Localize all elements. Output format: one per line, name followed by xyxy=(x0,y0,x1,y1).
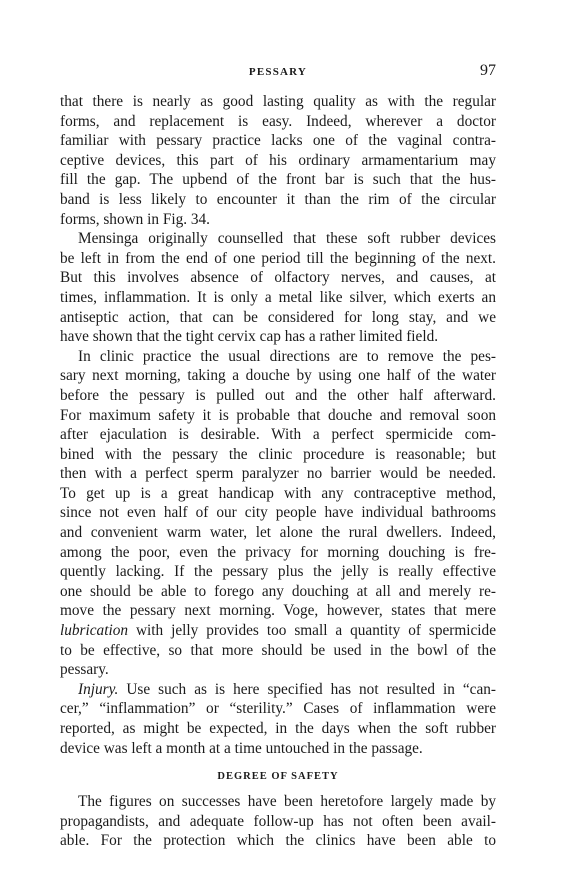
text-line: reported, as might be expected, in the days when the soft rubber xyxy=(60,720,496,737)
text-line: propagandists, and adequate follow-up has not often been avail- xyxy=(60,812,496,830)
text-line: cer,” “inflammation” or “sterility.” Cases of inflammation were xyxy=(60,700,496,718)
text-line: then with a perfect sperm paralyzer no barrier would be needed. xyxy=(60,465,496,483)
text-line: sary next morning, taking a douche by using one half of the water xyxy=(60,367,496,385)
text-line: In clinic practice the usual directions are to remove the pes- xyxy=(78,347,496,365)
text-line: The figures on successes have been heretofore largely made by xyxy=(78,793,496,811)
text-line: antiseptic action, that can be considered for long stay, and we xyxy=(60,308,496,326)
text-line: familiar with pessary practice lacks one of the vaginal contra- xyxy=(60,132,496,150)
text-line: among the poor, even the privacy for morning douching is fre- xyxy=(60,543,496,561)
text-line: fill the gap. The upbend of the front bar is such that the hus- xyxy=(60,171,496,189)
text-line: since not even half of our city people have individual bathrooms xyxy=(60,504,496,522)
text-line: But this involves absence of olfactory nerves, and causes, at xyxy=(60,269,496,287)
text-line: Injury. Use such as is here specified has not resulted in “can- xyxy=(78,680,496,698)
page-number: 97 xyxy=(480,62,496,79)
text-line: have shown that the tight cervix cap has a rather limited field. xyxy=(60,328,439,346)
text-line: after ejaculation is desirable. With a perfect spermicide com- xyxy=(60,426,496,444)
text-line: pessary. xyxy=(60,661,109,679)
text-line: Mensinga originally counselled that these soft rubber devices xyxy=(78,230,496,248)
running-head xyxy=(60,62,496,84)
text-line: to be effective, so that more should be used in the bowl of the xyxy=(60,641,496,659)
running-head-title: PESSARY xyxy=(248,66,308,78)
text-line: To get up is a great handicap with any contraceptive method, xyxy=(60,484,496,502)
text-line: be left in from the end of one period till the beginning of the next. xyxy=(60,249,496,267)
text-line: able. For the protection which the clinics have been able to xyxy=(60,832,496,850)
section-heading: DEGREE OF SAFETY xyxy=(217,771,339,783)
text-line: forms, shown in Fig. 34. xyxy=(60,210,211,228)
body-text xyxy=(60,92,496,851)
text-line: that there is nearly as good lasting quality as with the regular xyxy=(60,93,496,110)
text-line: forms, and replacement is easy. Indeed, wherever a doctor xyxy=(60,112,496,130)
text-line: one should be able to forego any douching at all and merely re- xyxy=(60,582,496,600)
text-line: device was left a month at a time untouched in the passage. xyxy=(60,739,423,757)
text-line: lubrication with jelly provides too small a quantity of spermicide xyxy=(60,622,496,640)
text-line: bined with the pessary the clinic procedure is reasonable; but xyxy=(60,445,496,463)
text-line: For maximum safety it is probable that douche and removal soon xyxy=(60,406,496,424)
text-line: times, inflammation. It is only a metal like silver, which exerts an xyxy=(60,288,496,306)
text-line: before the pessary is pulled out and the other half afterward. xyxy=(60,386,496,404)
text-line: move the pessary next morning. Voge, however, states that mere xyxy=(60,602,496,620)
text-line: quently lacking. If the pessary plus the jelly is really effective xyxy=(60,563,496,581)
text-line: band is less likely to encounter it than the rim of the circular xyxy=(60,190,496,208)
text-line: ceptive devices, this part of his ordinary armamentarium may xyxy=(60,151,496,169)
text-line: and convenient warm water, let alone the rural dwellers. Indeed, xyxy=(60,524,496,542)
